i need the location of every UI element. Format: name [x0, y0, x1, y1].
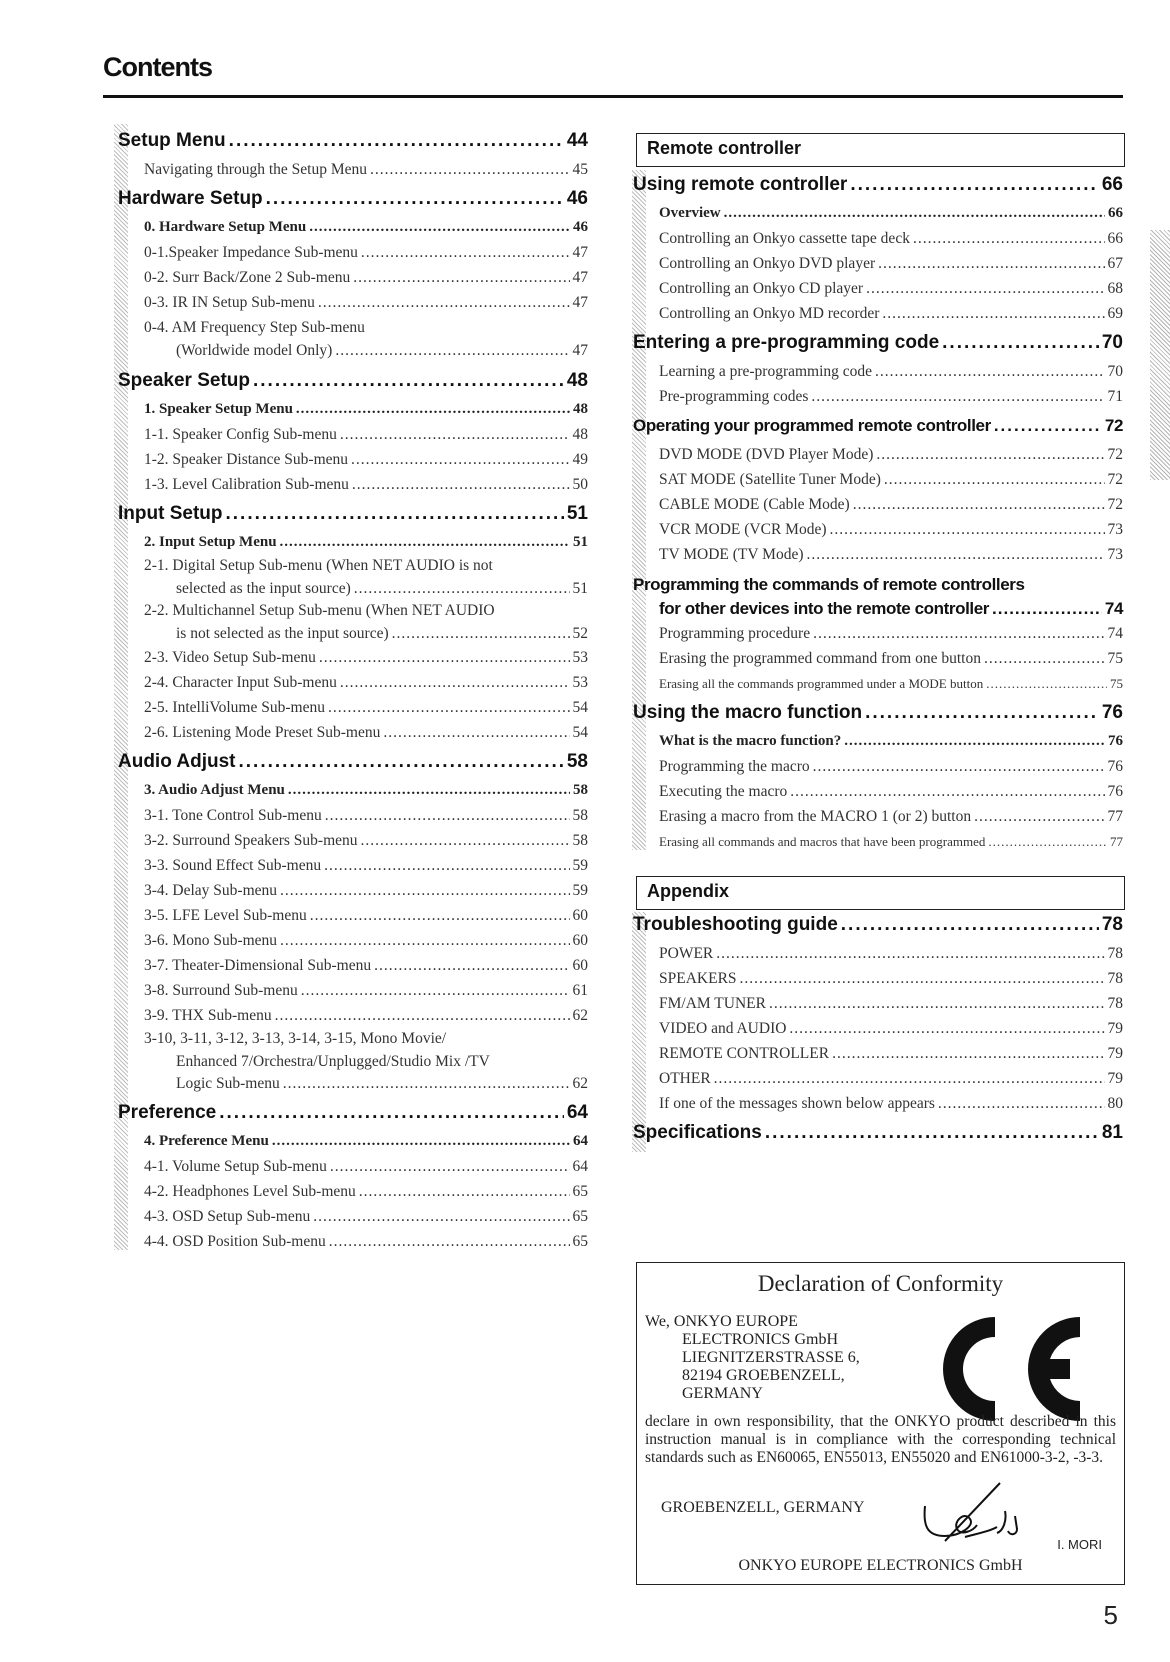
toc-item[interactable]: 2-4. Character Input Sub-menu ..... 53 — [118, 670, 588, 695]
toc-item[interactable]: 1-1. Speaker Config Sub-menu ..... 48 — [118, 422, 588, 447]
declaration-statement: declare in own responsibility, that the ONKYO product described in this instruction manual is in compliance with the corresponding technical standards such as EN60065, EN55013, EN55020 and EN61000-3-2, -3-3. — [645, 1413, 1116, 1466]
appendix-column — [633, 908, 1123, 1149]
toc-item[interactable]: OTHER ..... 79 — [633, 1066, 1123, 1091]
toc-using-remote[interactable]: Using remote controller ..... 66 — [633, 168, 1123, 201]
toc-item[interactable]: 3-10, 3-11, 3-12, 3-13, 3-14, 3-15, Mono Movie/ Enhanced 7/Orchestra/Unplugged/Studio Mix /TV Logic Sub-menu ..... 62 — [118, 1028, 588, 1096]
toc-item[interactable]: VIDEO and AUDIO ..... 79 — [633, 1016, 1123, 1041]
toc-item[interactable]: 3-8. Surround Sub-menu ..... 61 — [118, 978, 588, 1003]
declaration-place: GROEBENZELL, GERMANY — [661, 1499, 865, 1516]
toc-item[interactable]: Erasing a macro from the MACRO 1 (or 2) button ..... 77 — [633, 804, 1123, 829]
toc-item[interactable]: 1-2. Speaker Distance Sub-menu ..... 49 — [118, 447, 588, 472]
declaration-title: Declaration of Conformity — [757, 1271, 1004, 1296]
toc-preference[interactable]: Preference ..... 64 — [118, 1096, 588, 1129]
toc-item[interactable]: Learning a pre-programming code ..... 70 — [633, 359, 1123, 384]
toc-programming-commands[interactable]: Programming the commands of remote controllers for other devices into the remote controller ..... 74 — [633, 567, 1123, 621]
toc-item[interactable]: 2-6. Listening Mode Preset Sub-menu ..... 54 — [118, 720, 588, 745]
toc-troubleshooting[interactable]: Troubleshooting guide ..... 78 — [633, 908, 1123, 941]
toc-item[interactable]: DVD MODE (DVD Player Mode) ..... 72 — [633, 442, 1123, 467]
page-number: 5 — [1103, 1600, 1118, 1630]
toc-item[interactable]: SAT MODE (Satellite Tuner Mode) ..... 72 — [633, 467, 1123, 492]
toc-setup-menu[interactable]: Setup Menu ..... 44 — [118, 124, 588, 157]
toc-item[interactable]: VCR MODE (VCR Mode) ..... 73 — [633, 517, 1123, 542]
toc-item[interactable]: 0-3. IR IN Setup Sub-menu ..... 47 — [118, 290, 588, 315]
toc-item[interactable]: 1-3. Level Calibration Sub-menu ..... 50 — [118, 472, 588, 497]
toc-item[interactable]: Controlling an Onkyo CD player ..... 68 — [633, 276, 1123, 301]
toc-item[interactable]: Erasing all commands and macros that have been programmed ..... 77 — [633, 829, 1123, 854]
toc-item[interactable]: 4-4. OSD Position Sub-menu ..... 65 — [118, 1229, 588, 1254]
right-column — [633, 168, 1123, 854]
toc-item[interactable]: Erasing all the commands programmed under a MODE button ..... 75 — [633, 671, 1123, 696]
left-column — [118, 124, 588, 1254]
toc-subheading[interactable]: 3. Audio Adjust Menu ..... 58 — [118, 778, 588, 803]
remote-controller-header: Remote controller — [636, 133, 1125, 167]
declaration-company: ONKYO EUROPE ELECTRONICS GmbH — [738, 1557, 1023, 1574]
toc-input-setup[interactable]: Input Setup ..... 51 — [118, 497, 588, 530]
toc-item[interactable]: Pre-programming codes ..... 71 — [633, 384, 1123, 409]
toc-item[interactable]: 2-2. Multichannel Setup Sub-menu (When NET AUDIO is not selected as the input source) ..... 52 — [118, 600, 588, 645]
toc-entering-code[interactable]: Entering a pre-programming code ..... 70 — [633, 326, 1123, 359]
toc-operating[interactable]: Operating your programmed remote controller ..... 72 — [633, 409, 1123, 442]
toc-specifications[interactable]: Specifications ..... 81 — [633, 1116, 1123, 1149]
toc-subheading[interactable]: What is the macro function? ..... 76 — [633, 729, 1123, 754]
toc-item[interactable]: If one of the messages shown below appears ..... 80 — [633, 1091, 1123, 1116]
toc-item[interactable]: TV MODE (TV Mode) ..... 73 — [633, 542, 1123, 567]
toc-item[interactable]: Programming procedure ..... 74 — [633, 621, 1123, 646]
toc-item[interactable]: REMOTE CONTROLLER ..... 79 — [633, 1041, 1123, 1066]
toc-item[interactable]: 3-6. Mono Sub-menu ..... 60 — [118, 928, 588, 953]
toc-item[interactable]: 0-1.Speaker Impedance Sub-menu ..... 47 — [118, 240, 588, 265]
toc-item[interactable]: 3-1. Tone Control Sub-menu ..... 58 — [118, 803, 588, 828]
toc-item[interactable]: 3-2. Surround Speakers Sub-menu ..... 58 — [118, 828, 588, 853]
toc-item[interactable]: 3-4. Delay Sub-menu ..... 59 — [118, 878, 588, 903]
toc-item[interactable]: Erasing the programmed command from one button ..... 75 — [633, 646, 1123, 671]
signature-icon — [905, 1481, 1045, 1551]
toc-item[interactable]: 4-3. OSD Setup Sub-menu ..... 65 — [118, 1204, 588, 1229]
toc-item[interactable]: 2-1. Digital Setup Sub-menu (When NET AUDIO is not selected as the input source) ..... 51 — [118, 555, 588, 600]
page-title: Contents — [103, 52, 212, 82]
toc-subheading[interactable]: Overview ..... 66 — [633, 201, 1123, 226]
toc-item[interactable]: Executing the macro ..... 76 — [633, 779, 1123, 804]
toc-subheading[interactable]: 4. Preference Menu ..... 64 — [118, 1129, 588, 1154]
toc-item[interactable]: FM/AM TUNER ..... 78 — [633, 991, 1123, 1016]
toc-item[interactable]: 3-3. Sound Effect Sub-menu ..... 59 — [118, 853, 588, 878]
toc-item[interactable]: Controlling an Onkyo DVD player ..... 67 — [633, 251, 1123, 276]
toc-item[interactable]: Controlling an Onkyo cassette tape deck ..... 66 — [633, 226, 1123, 251]
ce-mark-icon — [920, 1309, 1090, 1429]
declaration-address: We, ONKYO EUROPE ELECTRONICS GmbH LIEGNITZERSTRASSE 6, 82194 GROEBENZELL, GERMANY — [645, 1313, 860, 1402]
declaration-signer: I. MORI — [1057, 1537, 1102, 1552]
toc-audio-adjust[interactable]: Audio Adjust ..... 58 — [118, 745, 588, 778]
title-rule — [103, 95, 1123, 98]
appendix-header: Appendix — [636, 876, 1125, 910]
toc-item[interactable]: 2-5. IntelliVolume Sub-menu ..... 54 — [118, 695, 588, 720]
toc-item[interactable]: 3-7. Theater-Dimensional Sub-menu ..... 60 — [118, 953, 588, 978]
toc-subheading[interactable]: 1. Speaker Setup Menu ..... 48 — [118, 397, 588, 422]
toc-item[interactable]: 0-4. AM Frequency Step Sub-menu (Worldwide model Only) ..... 47 — [118, 315, 588, 364]
toc-subheading[interactable]: 0. Hardware Setup Menu ..... 46 — [118, 215, 588, 240]
toc-item[interactable]: 2-3. Video Setup Sub-menu ..... 53 — [118, 645, 588, 670]
toc-subheading[interactable]: 2. Input Setup Menu ..... 51 — [118, 530, 588, 555]
toc-hardware-setup[interactable]: Hardware Setup ..... 46 — [118, 182, 588, 215]
page-edge-tab — [1150, 230, 1170, 480]
toc-item[interactable]: Programming the macro ..... 76 — [633, 754, 1123, 779]
toc-item[interactable]: 3-5. LFE Level Sub-menu ..... 60 — [118, 903, 588, 928]
toc-item[interactable]: CABLE MODE (Cable Mode) ..... 72 — [633, 492, 1123, 517]
toc-item[interactable]: 3-9. THX Sub-menu ..... 62 — [118, 1003, 588, 1028]
declaration-box — [636, 1262, 1125, 1585]
toc-item[interactable]: 0-2. Surr Back/Zone 2 Sub-menu ..... 47 — [118, 265, 588, 290]
toc-item[interactable]: Navigating through the Setup Menu ..... 45 — [118, 157, 588, 182]
toc-item[interactable]: SPEAKERS ..... 78 — [633, 966, 1123, 991]
toc-speaker-setup[interactable]: Speaker Setup ..... 48 — [118, 364, 588, 397]
toc-macro[interactable]: Using the macro function ..... 76 — [633, 696, 1123, 729]
toc-item[interactable]: Controlling an Onkyo MD recorder ..... 69 — [633, 301, 1123, 326]
toc-item[interactable]: POWER ..... 78 — [633, 941, 1123, 966]
toc-item[interactable]: 4-1. Volume Setup Sub-menu ..... 64 — [118, 1154, 588, 1179]
toc-item[interactable]: 4-2. Headphones Level Sub-menu ..... 65 — [118, 1179, 588, 1204]
